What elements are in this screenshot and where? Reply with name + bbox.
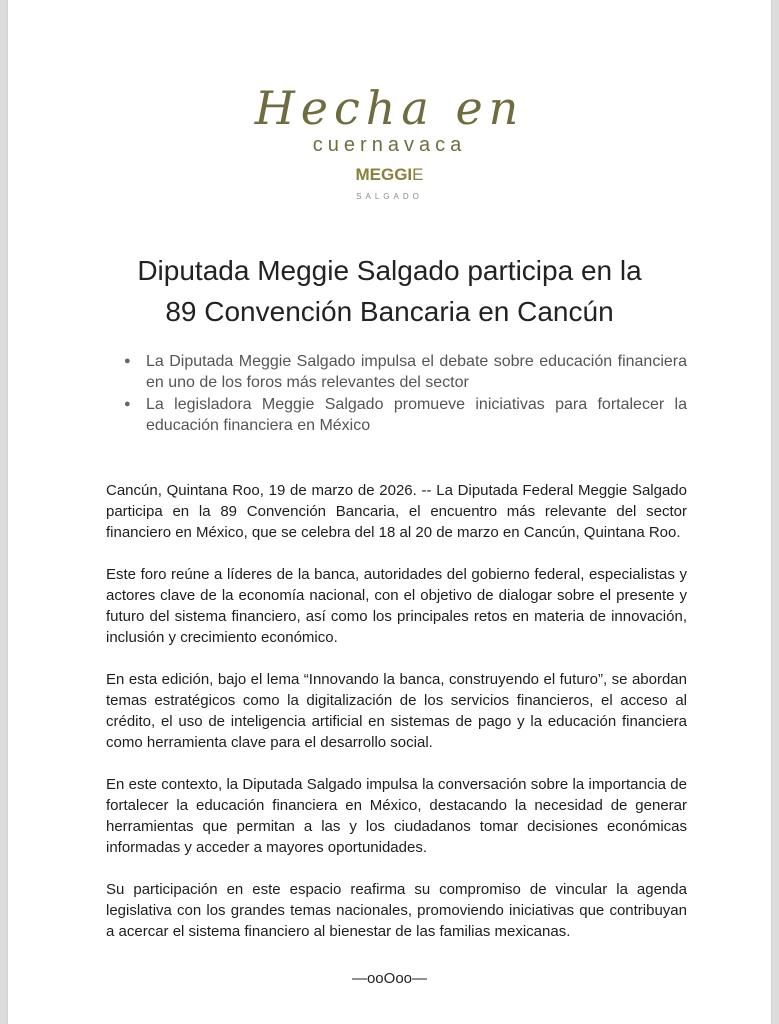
paragraph: Este foro reúne a líderes de la banca, autoridades del gobierno federal, especialistas y actores clave de la economía nacional, con el objetivo de dialogar sobre el presente y futuro del sistema financiero, así como los principales retos en materia de innovación, inclusión y crecimiento económico. [106, 566, 687, 646]
logo-city-text: cuernavaca [312, 134, 467, 156]
document-page [8, 0, 771, 1024]
brand-logo-bold: MEGGI [355, 165, 413, 184]
paragraph: Su participación en este espacio reafirma su compromiso de vincular la agenda legislativa con los grandes temas nacionales, promoviendo iniciativas que contribuyan a acercar el sistema financiero al bienestar de las familias mexicanas. [106, 881, 687, 940]
article-body [106, 480, 687, 963]
closing-mark: —ooOoo— [351, 970, 428, 987]
title-line-2: 89 Convención Bancaria en Cancún [165, 296, 614, 327]
paragraph: En esta edición, bajo el lema “Innovando la banca, construyendo el futuro”, se abordan temas estratégicos como la digitalización de los servicios financieros, el acceso al crédito, el uso de inteligencia artificial en sistemas de pago y la educación financiera como herramienta clave para el desarrollo social. [106, 671, 687, 751]
highlights-list [122, 351, 687, 437]
brand-logo-subtitle: SALGADO [356, 192, 423, 201]
list-item: ● La legisladora Meggie Salgado promueve iniciativas para fortalecer la educación financiera en México [122, 394, 687, 436]
list-item: ● La Diputada Meggie Salgado impulsa el debate sobre educación financiera en uno de los foros más relevantes del sector [122, 351, 687, 393]
brand-logo-thin: E [412, 165, 424, 184]
title-line-1: Diputada Meggie Salgado participa en la [137, 255, 642, 286]
brand-logo [8, 165, 771, 185]
paragraph: Cancún, Quintana Roo, 19 de marzo de 2026. -- La Diputada Federal Meggie Salgado participa en la 89 Convención Bancaria, el encuentro más relevante del sector financiero en México, que se celebra del 18 al 20 de marzo en Cancún, Quintana Roo. [106, 482, 687, 541]
paragraph: En este contexto, la Diputada Salgado impulsa la conversación sobre la importancia de fortalecer la educación financiera en México, destacando la necesidad de generar herramientas que permitan a las y los ciudadanos tomar decisiones económicas informadas y acceder a mayores oportunidades. [106, 776, 687, 856]
logo-script-text: Hecha en [254, 81, 525, 135]
page-title [48, 250, 731, 332]
